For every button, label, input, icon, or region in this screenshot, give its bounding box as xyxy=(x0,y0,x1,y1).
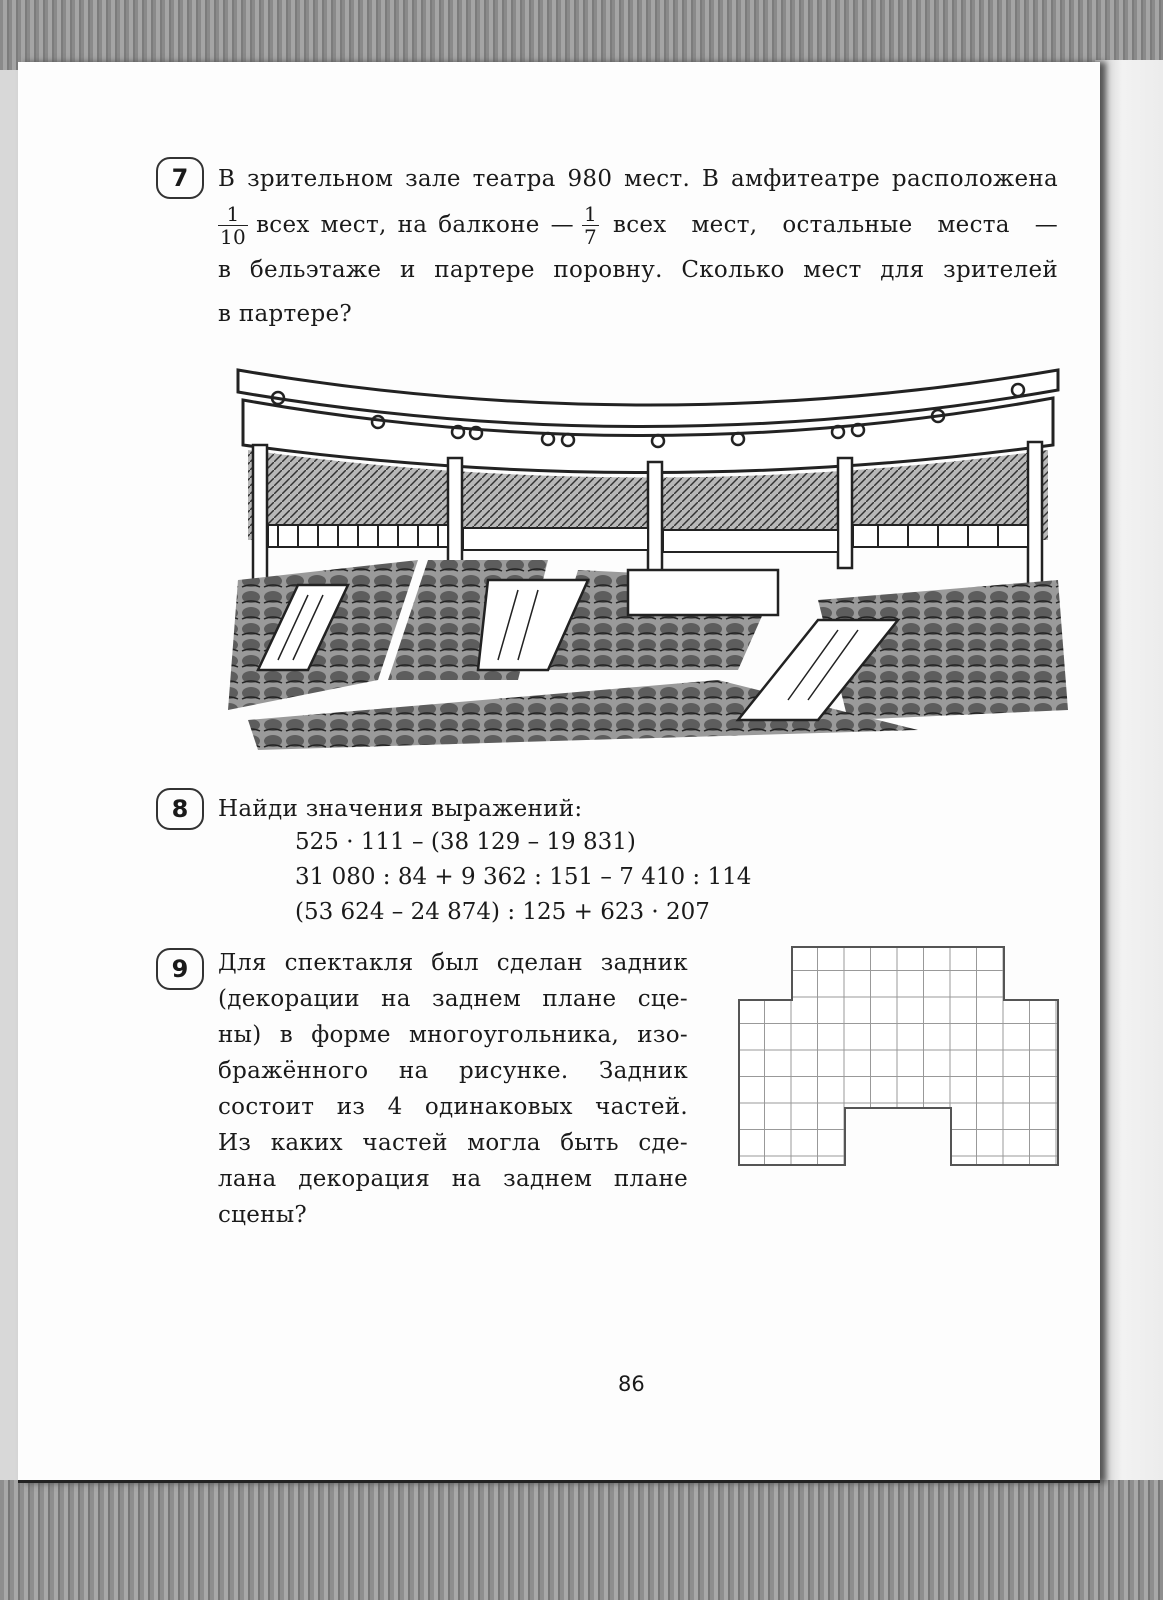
scan-border-top xyxy=(0,0,1163,70)
scan-border-bottom xyxy=(0,1480,1163,1600)
task-9-text xyxy=(218,945,688,1233)
task-7-line-2-part-b: всех мест, остальные места — xyxy=(612,212,1058,238)
task-7-line-2 xyxy=(218,202,1058,248)
task-7-line-1: В зрительном зале театра 980 мест. В амфитеатре расположена xyxy=(218,166,1058,192)
textbook-page xyxy=(18,62,1100,1483)
fraction-one-tenth xyxy=(218,203,248,248)
task-7-line-3: в бельэтаже и партере поровну. Сколько мест для зрителей xyxy=(218,257,1058,283)
task-7-line-4: в партере? xyxy=(218,301,353,327)
task-9-line: бражённого на рисунке. Задник xyxy=(218,1058,688,1084)
task-9-line: сцены? xyxy=(218,1202,308,1228)
fraction-denominator: 10 xyxy=(220,224,247,249)
scan-border-right xyxy=(1095,60,1163,1490)
task-7-number-badge xyxy=(156,157,204,199)
theatre-hall-illustration xyxy=(218,350,1078,750)
polygon-grid-figure xyxy=(738,944,1068,1174)
task-9-line: (декорации на заднем плане сце- xyxy=(218,986,688,1012)
task-8-number: 8 xyxy=(171,795,189,823)
expression-2: 31 080 : 84 + 9 362 : 151 – 7 410 : 114 xyxy=(295,864,752,890)
task-9-number-badge xyxy=(156,948,204,990)
task-9-line: лана декорация на заднем плане xyxy=(218,1166,688,1192)
page-number: 86 xyxy=(618,1372,645,1396)
expression-1: 525 · 111 – (38 129 – 19 831) xyxy=(295,829,636,855)
fraction-denominator: 7 xyxy=(583,224,597,249)
task-7-number: 7 xyxy=(171,164,189,192)
task-9-number: 9 xyxy=(171,955,189,983)
fraction-numerator: 1 xyxy=(583,201,597,226)
task-8-title: Найди значения выражений: xyxy=(218,796,583,822)
task-7-line-2-part-a: всех мест, на балконе — xyxy=(256,212,574,238)
task-9-line: Из каких частей могла быть сде- xyxy=(218,1130,688,1156)
expression-3: (53 624 – 24 874) : 125 + 623 · 207 xyxy=(295,899,710,925)
task-9-line: Для спектакля был сделан задник xyxy=(218,950,688,976)
fraction-one-seventh xyxy=(582,203,599,248)
fraction-numerator: 1 xyxy=(218,203,248,226)
task-9-line: состоит из 4 одинаковых частей. xyxy=(218,1094,688,1120)
task-9-line: ны) в форме многоугольника, изо- xyxy=(218,1022,688,1048)
task-8-number-badge xyxy=(156,788,204,830)
